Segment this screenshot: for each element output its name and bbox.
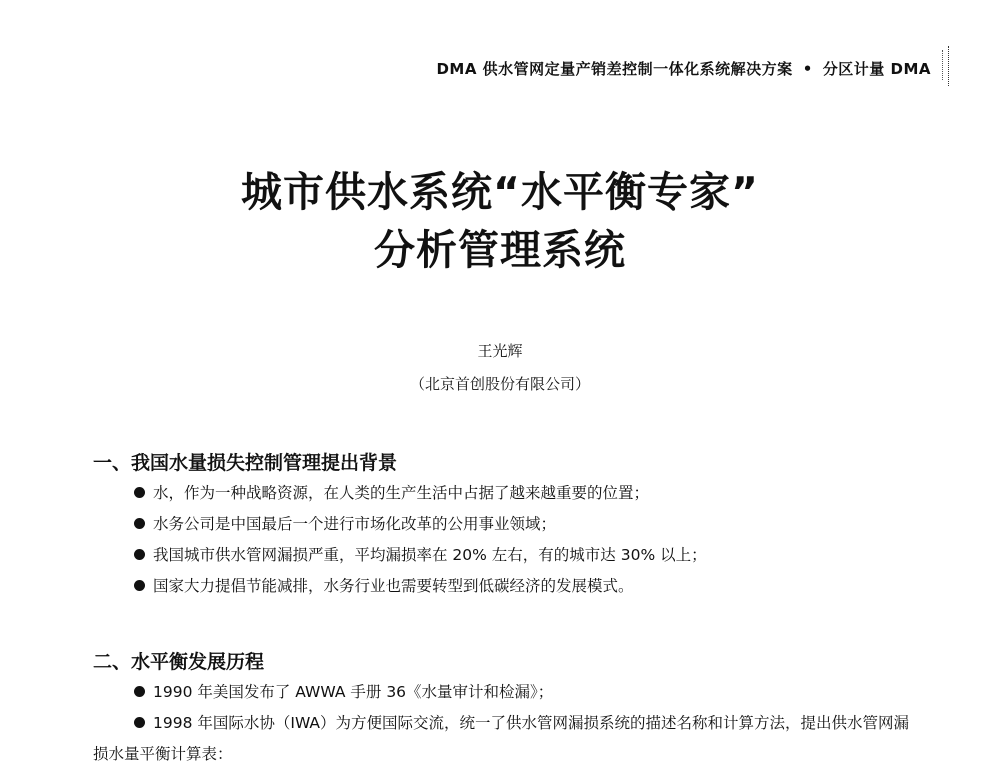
bullet-icon [134, 686, 145, 697]
section-2-bullet-list [134, 677, 553, 708]
list-item [134, 677, 553, 708]
bullet-icon [134, 580, 145, 591]
author-affiliation: （北京首创股份有限公司） [409, 375, 590, 393]
article-title-line-2: 分析管理系统 [374, 226, 626, 274]
list-item-text: 1990 年美国发布了 AWWA 手册 36《水量审计和检漏》； [153, 683, 554, 701]
section-2-paragraph [93, 708, 923, 770]
header-series-title: DMA 供水管网定量产销差控制一体化系统解决方案 [436, 60, 793, 78]
list-item-text: 国家大力提倡节能减排，水务行业也需要转型到低碳经济的发展模式。 [153, 577, 634, 595]
list-item [134, 571, 707, 602]
bullet-icon [134, 518, 145, 529]
section-heading-2: 二、水平衡发展历程 [93, 651, 265, 673]
list-item [134, 509, 707, 540]
page-edge-mark [942, 46, 949, 86]
header-separator: • [802, 60, 813, 78]
section-heading-1: 一、我国水量损失控制管理提出背景 [93, 452, 398, 474]
bullet-icon [134, 717, 145, 728]
author-name: 王光辉 [477, 342, 523, 360]
running-header [0, 58, 931, 79]
bullet-icon [134, 549, 145, 560]
list-item [134, 540, 707, 571]
header-section-title: 分区计量 DMA [822, 60, 931, 78]
section-1-bullet-list [134, 478, 707, 602]
list-item-text: 水，作为一种战略资源，在人类的生产生活中占据了越来越重要的位置； [153, 484, 650, 502]
list-item-text: 我国城市供水管网漏损严重，平均漏损率在 20% 左右，有的城市达 30% 以上； [153, 546, 707, 564]
list-item [134, 478, 707, 509]
paragraph-text: 1998 年国际水协（IWA）为方便国际交流，统一了供水管网漏损系统的描述名称和计算方法，提出供水管网漏损水量平衡计算表： [93, 714, 910, 763]
bullet-icon [134, 487, 145, 498]
list-item-text: 水务公司是中国最后一个进行市场化改革的公用事业领域； [153, 515, 557, 533]
article-title-line-1: 城市供水系统“水平衡专家” [241, 168, 759, 216]
